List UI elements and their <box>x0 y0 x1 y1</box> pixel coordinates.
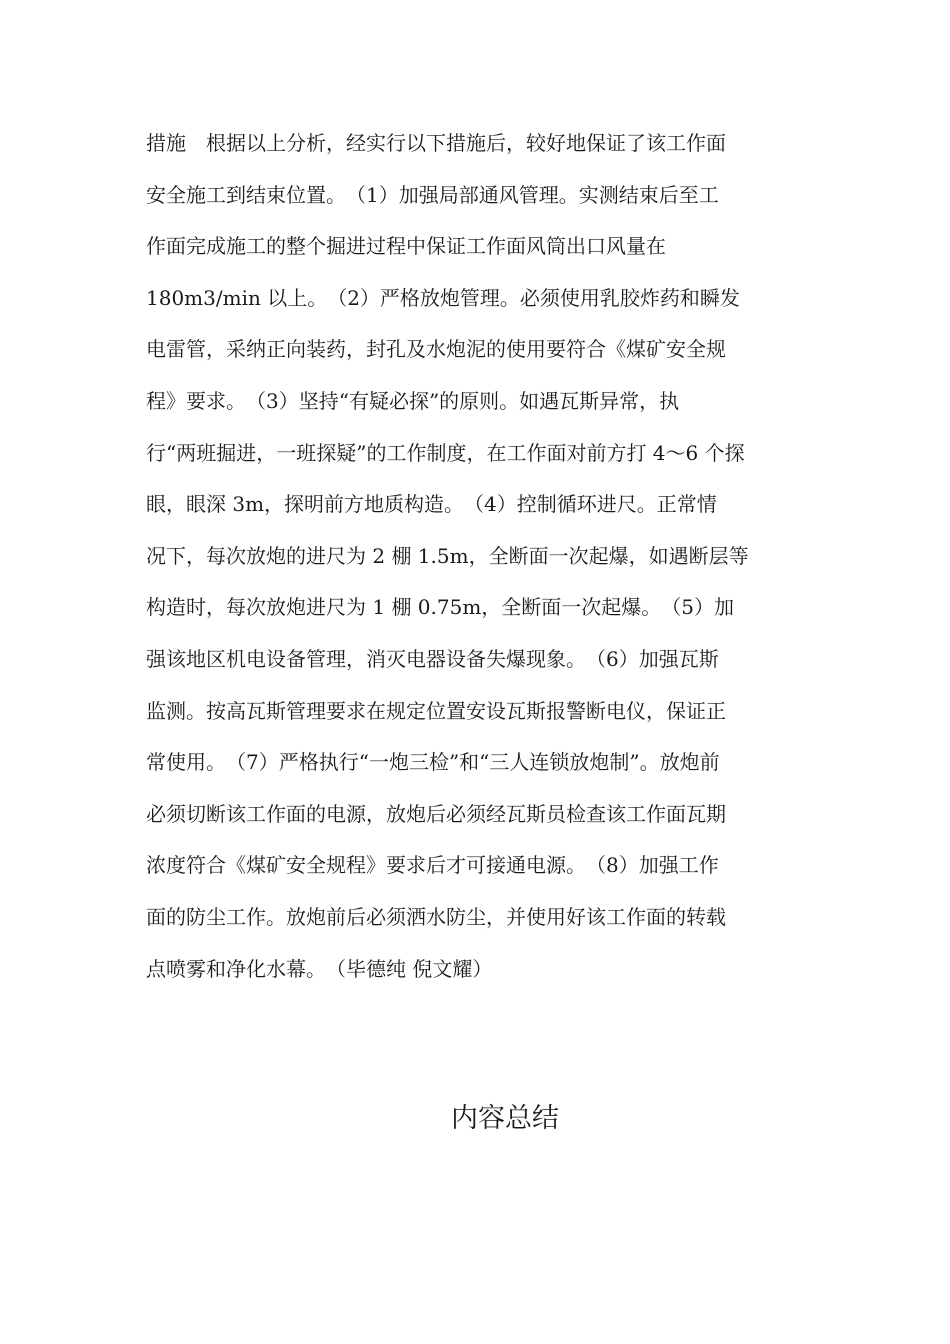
body-line: 眼，眼深 3m，探明前方地质构造。 （4）控制循环进尺。正常情 <box>146 492 717 517</box>
body-line: 电雷管，采纳正向装药，封孔及水炮泥的使用要符合《煤矿安全规 <box>146 337 726 362</box>
body-line: 措施 根据以上分析，经实行以下措施后，较好地保证了该工作面 <box>146 131 726 155</box>
body-line: 常使用。 （7）严格执行“一炮三检”和“三人连锁放炮制”。放炮前 <box>146 750 720 775</box>
body-line: 行“两班掘进，一班探疑”的工作制度，在工作面对前方打 4～6 个探 <box>146 440 745 465</box>
body-line: 必须切断该工作面的电源，放炮后必须经瓦斯员检查该工作面瓦期 <box>146 801 726 826</box>
body-line: 作面完成施工的整个掘进过程中保证工作面风筒出口风量在 <box>146 234 666 259</box>
body-line: 况下，每次放炮的进尺为 2 棚 1.5m，全断面一次起爆，如遇断层等 <box>146 543 749 568</box>
body-line: 点喷雾和净化水幕。 （毕德纯 倪文耀） <box>146 956 493 981</box>
body-line: 浓度符合《煤矿安全规程》要求后才可接通电源。 （8）加强工作 <box>146 853 719 878</box>
body-line: 安全施工到结束位置。 （1）加强局部通风管理。实测结束后至工 <box>146 182 719 207</box>
body-line: 监测。按高瓦斯管理要求在规定位置安设瓦斯报警断电仪，保证正 <box>146 698 726 723</box>
body-line: 程》要求。 （3）坚持“有疑必探”的原则。如遇瓦斯异常，执 <box>146 388 680 413</box>
body-line: 构造时，每次放炮进尺为 1 棚 0.75m，全断面一次起爆。 （5）加 <box>146 595 735 620</box>
body-line: 面的防尘工作。放炮前后必须洒水防尘，并使用好该工作面的转载 <box>146 904 726 929</box>
body-text <box>146 118 826 995</box>
body-line: 180m3/min 以上。 （2）严格放炮管理。必须使用乳胶炸药和瞬发 <box>146 285 740 310</box>
body-line: 强该地区机电设备管理，消灭电器设备失爆现象。 （6）加强瓦斯 <box>146 646 719 671</box>
summary-heading: 内容总结 <box>451 1103 559 1134</box>
